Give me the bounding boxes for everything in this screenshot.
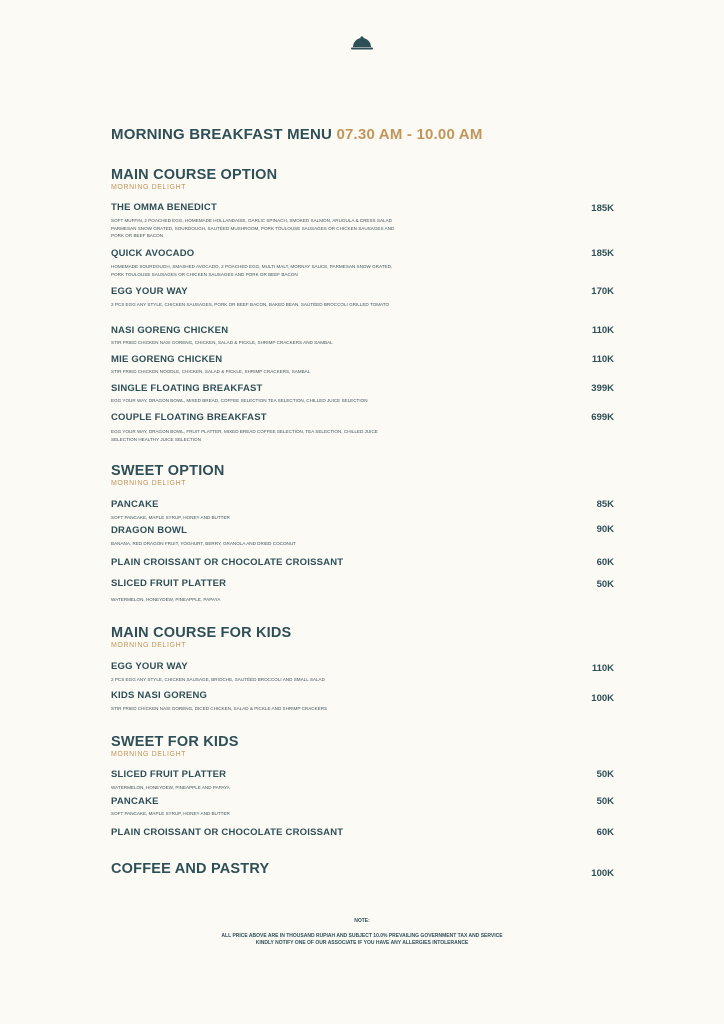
menu-item-name: PLAIN CROISSANT OR CHOCOLATE CROISSANT [111,827,344,838]
note-label: NOTE: [354,918,370,924]
menu-item-name: PANCAKE [111,796,159,807]
coffee-price: 100K [591,868,614,879]
note-line-allergy: KINDLY NOTIFY ONE OF OUR ASSOCIATE IF YOU HAVE ANY ALLERGIES INTOLERANCE [255,940,469,946]
menu-item-price: 100K [591,693,614,704]
menu-item-desc: HOMEMADE SOURDOUGH, SMASHED AVOCADO, 2 POACHED EGG, MULTI MALT, MORNAY SAUCE, PARMESAN SNOW GRATED, PORK TOULOUSE SAUSAGES OR CHICKEN SAUSAGES AND PORK OR BEEF BACON [111,264,393,277]
menu-item-desc: WATERMELON, HONEYDEW, PINEAPPLE, PAPAYA [111,597,221,602]
menu-item-price: 110K [591,325,614,336]
section-title-kids-main: MAIN COURSE FOR KIDS [111,625,292,641]
section-title-main-course: MAIN COURSE OPTION [111,167,278,183]
cloche-icon [351,36,373,50]
service-hours: 07.30 AM - 10.00 AM [336,126,483,143]
menu-item-name: PANCAKE [111,499,159,510]
menu-item-desc: SOFT PANCAKE, MAPLE SYRUP, HONEY AND BUTTER [111,811,230,816]
section-title-sweet: SWEET OPTION [111,463,225,479]
menu-item-name: EGG YOUR WAY [111,286,188,297]
note-line-tax: ALL PRICE ABOVE ARE IN THOUSAND RUPIAH AND SUBJECT 10.0% PREVAILING GOVERNMENT TAX AND SERVICE [221,933,503,939]
menu-item-desc: SOFT PANCAKE, MAPLE SYRUP, HONEY AND BUTTER [111,515,230,520]
menu-title [111,126,483,143]
section-subtitle-sweet: MORNING DELIGHT [111,480,187,487]
menu-item-name: DRAGON BOWL [111,525,188,536]
section-subtitle-kids-sweet: MORNING DELIGHT [111,751,187,758]
menu-item-name: SLICED FRUIT PLATTER [111,578,227,589]
menu-item-name: SLICED FRUIT PLATTER [111,769,227,780]
menu-item-price: 50K [596,769,614,780]
menu-title-text: MORNING BREAKFAST MENU [111,126,333,143]
menu-item-name: EGG YOUR WAY [111,661,188,672]
menu-item-desc: BANANA, RED DRAGON FRUIT, YOGHURT, BERRY, GRANOLA AND DRIED COCONUT [111,541,296,546]
menu-item-price: 50K [596,796,614,807]
menu-item-price: 85K [596,499,614,510]
menu-item-name: QUICK AVOCADO [111,248,195,259]
section-subtitle-main-course: MORNING DELIGHT [111,184,187,191]
menu-item-desc: STIR FRIED CHICKEN NOODLE, CHICKEN, SALAD & PICKLE, SHRIMP CRACKERS, SAMBAL [111,369,311,374]
menu-item-desc: EGG YOUR WAY, DRAGON BOWL, FRUIT PLATTER, MIXED BREAD COFFEE SELECTION, TEA SELECTION, CHILLED JUICE SELECTION HEALTHY JUICE SELECTION [111,429,378,442]
section-subtitle-kids-main: MORNING DELIGHT [111,642,187,649]
menu-item-price: 185K [591,248,614,259]
menu-item-name: MIE GORENG CHICKEN [111,354,223,365]
menu-item-name: NASI GORENG CHICKEN [111,325,229,336]
menu-item-name: THE OMMA BENEDICT [111,202,217,213]
menu-item-desc: 2 PCS EGG ANY STYLE, CHICKEN SAUSAGES, PORK OR BEEF BACON, BAKED BEAN, SAUTÉED BROCCOLI GRILLED TOMATO [111,302,390,307]
menu-item-price: 50K [596,579,614,590]
menu-item-name: SINGLE FLOATING BREAKFAST [111,383,263,394]
menu-item-price: 60K [596,557,614,568]
section-title-coffee: COFFEE AND PASTRY [111,861,270,877]
menu-item-desc: STIR FRIED CHICKEN NASI GORENG, DICED CHICKEN, SALAD & PICKLE AND SHRIMP CRACKERS [111,706,328,711]
menu-item-desc: STIR FRIED CHICKEN NASI GORENG, CHICKEN, SALAD & PICKLE, SHRIMP CRACKERS AND SAMBAL [111,340,333,345]
menu-item-price: 399K [591,383,614,394]
menu-item-price: 110K [591,354,614,365]
menu-item-price: 110K [591,663,614,674]
menu-item-name: COUPLE FLOATING BREAKFAST [111,412,267,423]
menu-item-desc: 2 PCS EGG ANY STYLE, CHICKEN SAUSAGE, BRIOCHE, SAUTÉED BROCCOLI AND SMALL SALAD [111,677,325,682]
menu-item-name: PLAIN CROISSANT OR CHOCOLATE CROISSANT [111,557,344,568]
menu-item-price: 90K [596,524,614,535]
menu-item-price: 60K [596,827,614,838]
menu-item-desc: SOFT MUFFIN, 2 POACHED EGG, HOMEMADE HOLLANDAISE, GARLIC SPINACH, SMOKED SALMON, ARUGULA & CRESS SALAD PARMESAN SNOW GRATED, SOURDOUGH, SAUTÉED MUSHROOM, PORK TOULOUSE SAUSAGES OR CHICKEN SAUSAGES AND PORK OR BEEF BACON [111,218,395,239]
menu-item-price: 699K [591,412,614,423]
menu-item-name: KIDS NASI GORENG [111,690,208,701]
menu-item-price: 170K [591,286,614,297]
menu-item-desc: WATERMELON, HONEYDEW, PINEAPPLE AND PAPAYA [111,785,230,790]
menu-item-desc: EGG YOUR WAY, DRAGON BOWL, MIXED BREAD, COFFEE SELECTION TEA SELECTION, CHILLED JUICE SELECTION [111,398,368,403]
section-title-kids-sweet: SWEET FOR KIDS [111,734,239,750]
menu-item-price: 185K [591,203,614,214]
